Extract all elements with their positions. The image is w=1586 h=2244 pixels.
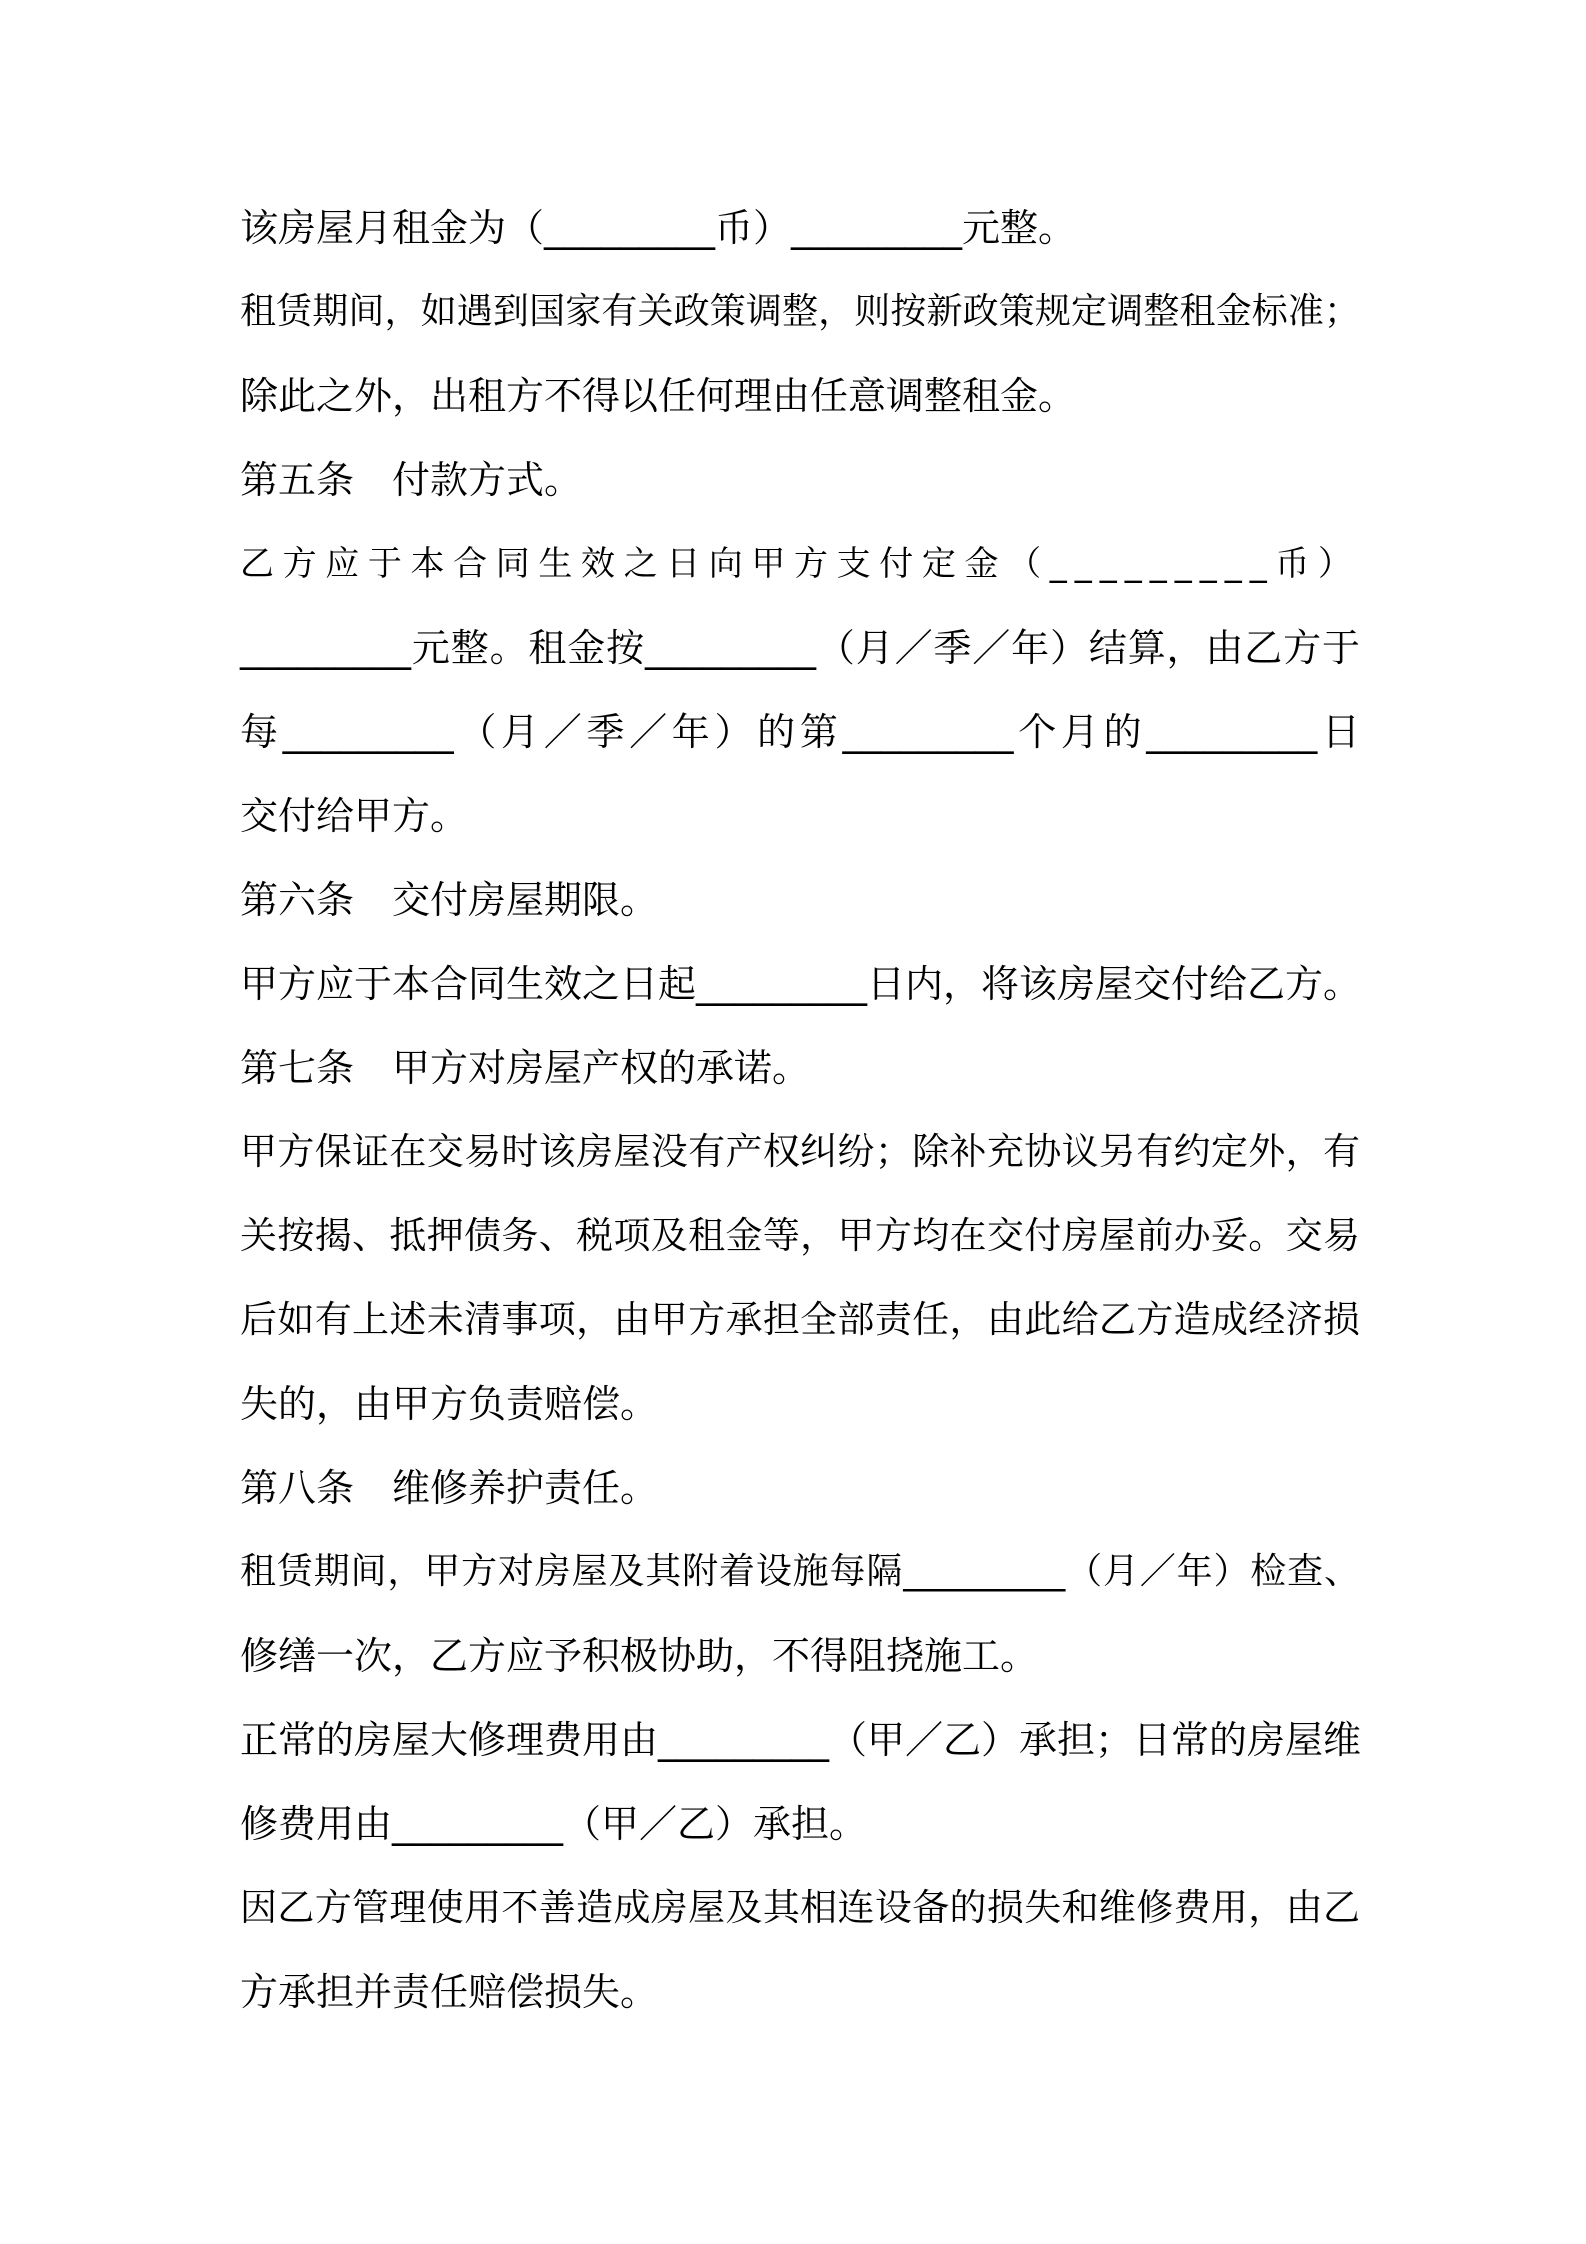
text-line: 后如有上述未清事项，由甲方承担全部责任，由此给乙方造成经济损 <box>240 1298 1360 1341</box>
article-heading: 第五条 付款方式。 <box>240 458 583 502</box>
text-line: 租赁期间，如遇到国家有关政策调整，则按新政策规定调整租金标准； <box>240 291 1360 332</box>
text-line: 租赁期间，甲方对房屋及其附着设施每隔_________（月／年）检查、 <box>240 1551 1360 1592</box>
text-line: 关按揭、抵押债务、税项及租金等，甲方均在交付房屋前办妥。交易 <box>240 1214 1360 1257</box>
text-line: 乙方应于本合同生效之日向甲方支付定金（_________币） <box>240 544 1360 584</box>
text-line: 正常的房屋大修理费用由_________（甲／乙）承担；日常的房屋维 <box>240 1718 1362 1762</box>
text-line: 交付给甲方。 <box>240 794 469 838</box>
article-heading: 第八条 维修养护责任。 <box>240 1466 659 1510</box>
text-line: 甲方应于本合同生效之日起_________日内，将该房屋交付给乙方。 <box>240 962 1362 1006</box>
text-line: 因乙方管理使用不善造成房屋及其相连设备的损失和维修费用，由乙 <box>240 1886 1360 1929</box>
text-line: _________元整。租金按_________（月／季／年）结算，由乙方于 <box>240 626 1360 670</box>
text-line: 除此之外，出租方不得以任何理由任意调整租金。 <box>240 374 1077 418</box>
text-line: 修缮一次，乙方应予积极协助，不得阻挠施工。 <box>240 1634 1039 1678</box>
text-line: 甲方保证在交易时该房屋没有产权纠纷；除补充协议另有约定外，有 <box>240 1130 1360 1173</box>
text-line: 方承担并责任赔偿损失。 <box>240 1970 659 2014</box>
article-heading: 第六条 交付房屋期限。 <box>240 878 659 922</box>
text-line: 每_________（月／季／年）的第_________个月的_________日 <box>240 710 1360 754</box>
text-line: 修费用由_________（甲／乙）承担。 <box>240 1802 868 1846</box>
article-heading: 第七条 甲方对房屋产权的承诺。 <box>240 1046 811 1090</box>
text-line: 失的，由甲方负责赔偿。 <box>240 1382 659 1426</box>
text-line: 该房屋月租金为（_________币）_________元整。 <box>240 206 1077 250</box>
